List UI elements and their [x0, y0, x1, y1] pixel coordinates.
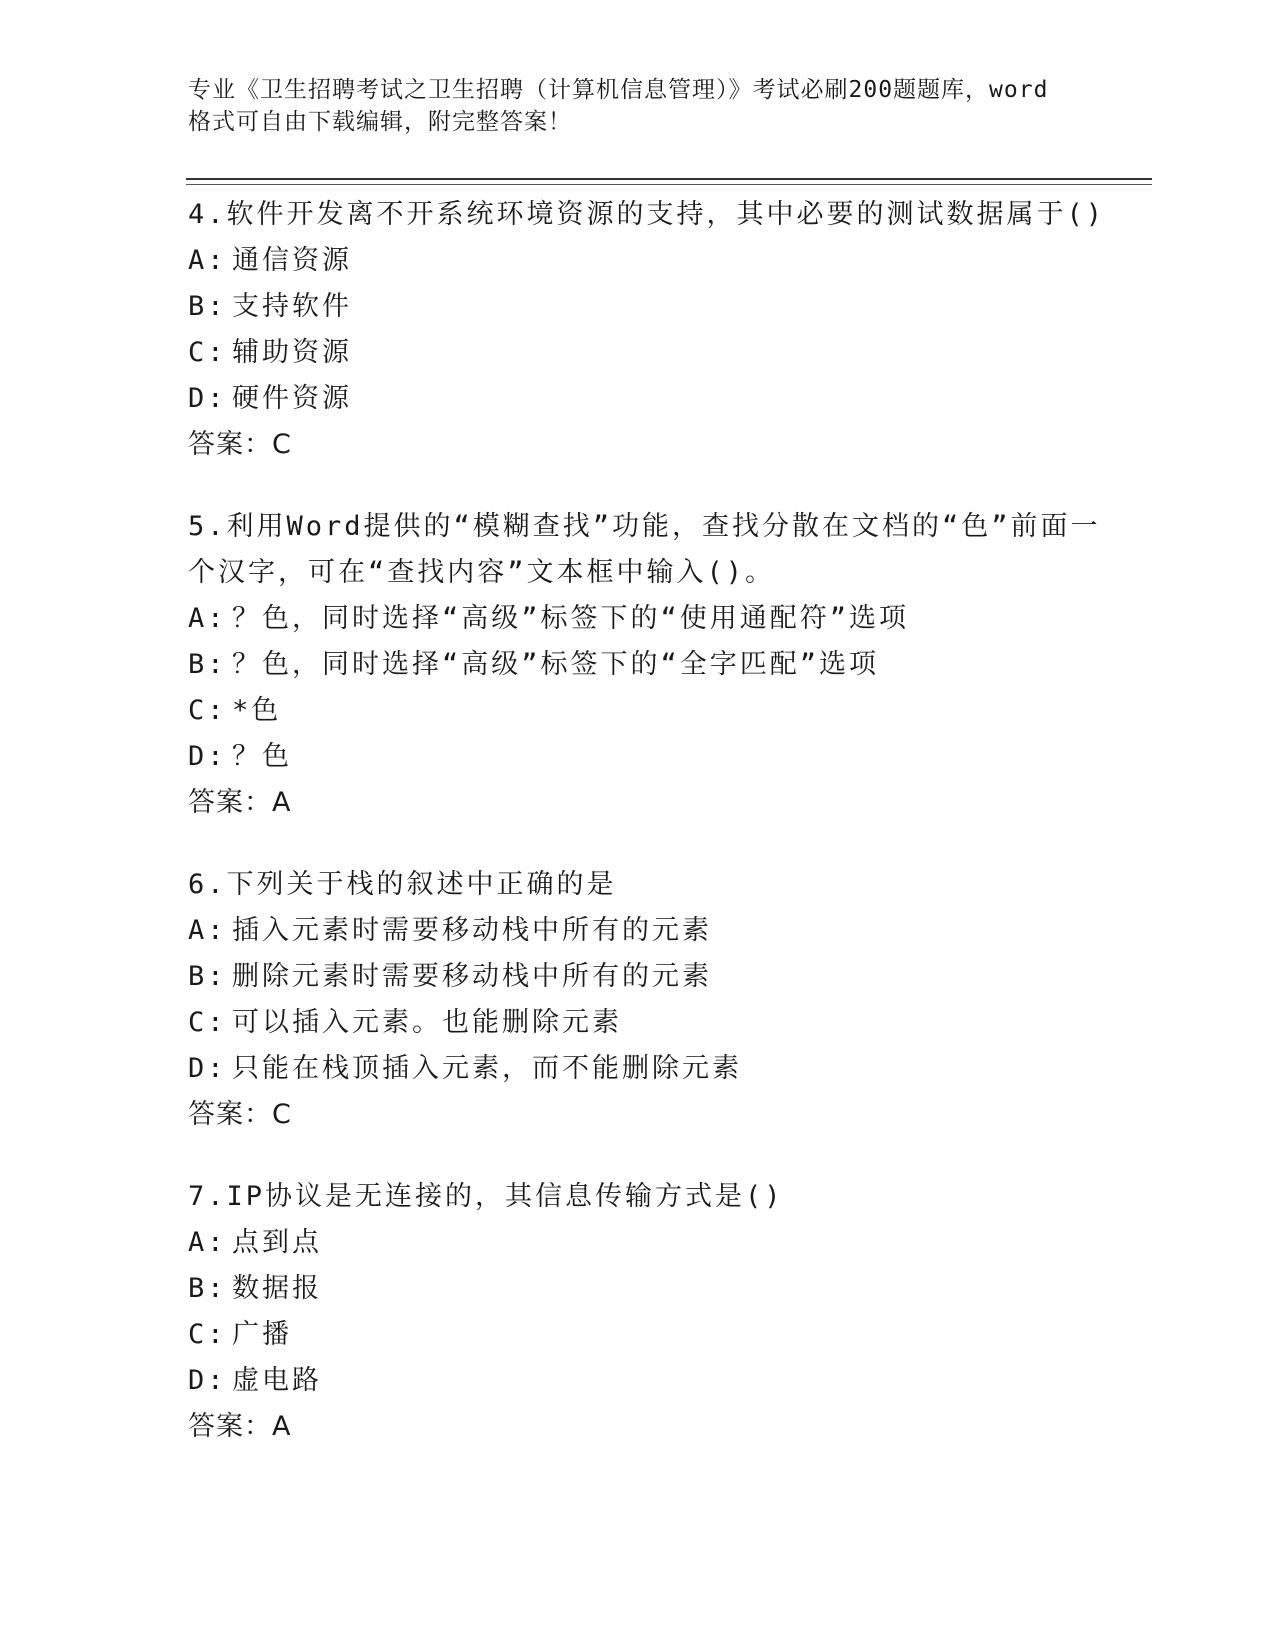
option-b	[188, 642, 1118, 688]
option-a	[188, 596, 1118, 642]
option-letter: C:	[188, 695, 227, 726]
page-header	[188, 74, 1088, 138]
option-d	[188, 734, 1118, 780]
question-stem: 6.下列关于栈的叙述中正确的是	[188, 869, 617, 900]
option-letter: A:	[188, 603, 227, 634]
option-letter: D:	[188, 1053, 227, 1084]
option-text: 删除元素时需要移动栈中所有的元素	[232, 961, 712, 992]
option-text: 广播	[232, 1319, 292, 1350]
option-c	[188, 330, 1118, 376]
option-letter: A:	[188, 915, 227, 946]
question-stem: 5.利用Word提供的“模糊查找”功能，查找分散在文档的“色”前面一个汉字，可在“查找内容”文本框中输入()。	[188, 511, 1101, 588]
option-letter: D:	[188, 383, 227, 414]
option-a	[188, 1220, 1118, 1266]
option-letter: A:	[188, 1227, 227, 1258]
option-letter: B:	[188, 961, 227, 992]
option-text: 只能在栈顶插入元素，而不能删除元素	[232, 1053, 742, 1084]
option-letter: D:	[188, 741, 227, 772]
option-letter: A:	[188, 245, 227, 276]
option-text: ？色，同时选择“高级”标签下的“使用通配符”选项	[232, 603, 910, 634]
option-b	[188, 284, 1118, 330]
option-letter: B:	[188, 291, 227, 322]
option-text: *色	[232, 695, 282, 726]
option-d	[188, 1358, 1118, 1404]
question-stem: 7.IP协议是无连接的，其信息传输方式是()	[188, 1181, 784, 1212]
answer-line: 答案：A	[188, 1411, 292, 1442]
option-text: 虚电路	[232, 1365, 322, 1396]
answer-line: 答案：A	[188, 787, 292, 818]
option-text: 点到点	[232, 1227, 322, 1258]
option-b	[188, 954, 1118, 1000]
question-4	[188, 192, 1118, 468]
option-d	[188, 1046, 1118, 1092]
option-text: 硬件资源	[232, 383, 352, 414]
option-text: 可以插入元素。也能删除元素	[232, 1007, 622, 1038]
option-a	[188, 238, 1118, 284]
option-text: ？色，同时选择“高级”标签下的“全字匹配”选项	[232, 649, 880, 680]
question-6	[188, 862, 1118, 1138]
option-letter: C:	[188, 1007, 227, 1038]
option-c	[188, 1000, 1118, 1046]
option-text: 数据报	[232, 1273, 322, 1304]
answer-line: 答案：C	[188, 1099, 292, 1130]
header-line-2: 格式可自由下载编辑，附完整答案！	[188, 109, 572, 135]
question-5	[188, 504, 1118, 826]
option-letter: C:	[188, 337, 227, 368]
option-text: 辅助资源	[232, 337, 352, 368]
question-7	[188, 1174, 1118, 1450]
question-list	[188, 192, 1118, 1486]
option-c	[188, 1312, 1118, 1358]
option-text: 通信资源	[232, 245, 352, 276]
header-divider-thin	[186, 184, 1152, 185]
option-text: 支持软件	[232, 291, 352, 322]
option-text: ？色	[232, 741, 292, 772]
option-letter: B:	[188, 649, 227, 680]
header-line-1: 专业《卫生招聘考试之卫生招聘（计算机信息管理）》考试必刷200题题库，word	[188, 77, 1049, 103]
option-letter: D:	[188, 1365, 227, 1396]
option-d	[188, 376, 1118, 422]
header-divider-thick	[186, 178, 1152, 180]
option-letter: C:	[188, 1319, 227, 1350]
question-stem: 4.软件开发离不开系统环境资源的支持，其中必要的测试数据属于()	[188, 199, 1106, 230]
option-b	[188, 1266, 1118, 1312]
option-letter: B:	[188, 1273, 227, 1304]
option-a	[188, 908, 1118, 954]
option-text: 插入元素时需要移动栈中所有的元素	[232, 915, 712, 946]
option-c	[188, 688, 1118, 734]
answer-line: 答案：C	[188, 429, 292, 460]
